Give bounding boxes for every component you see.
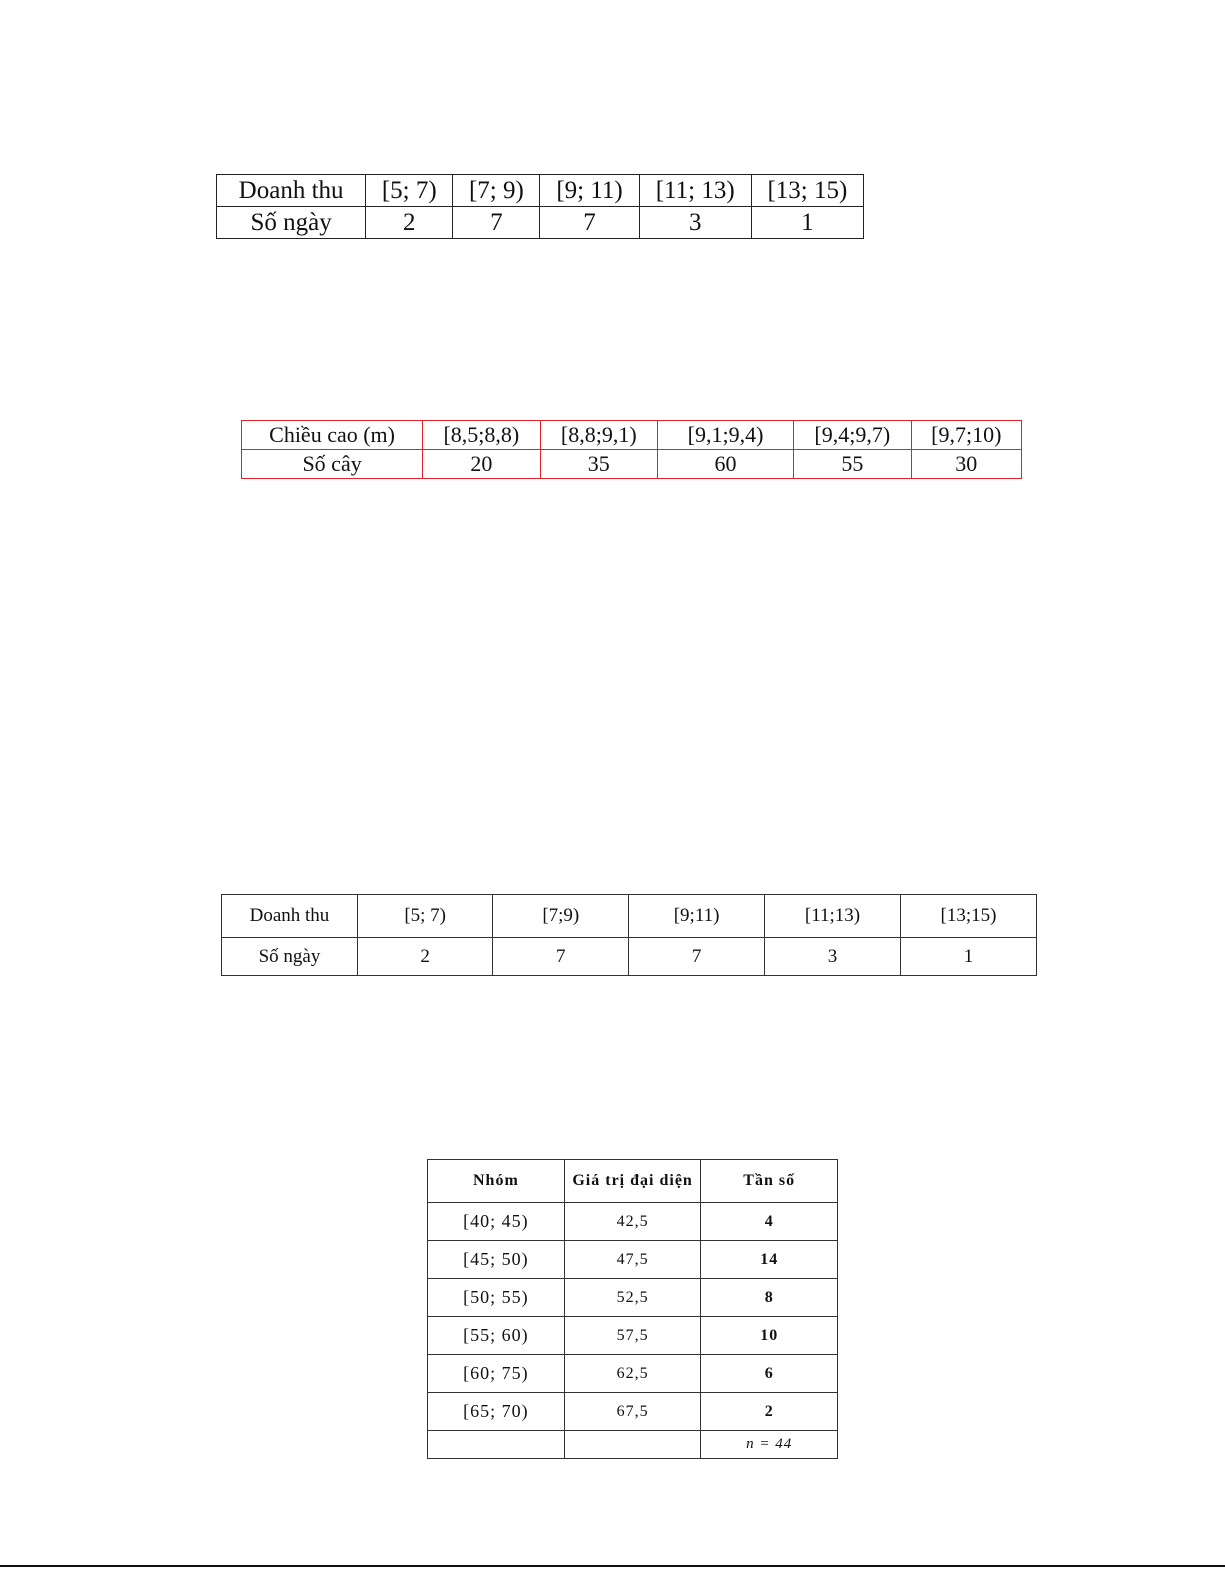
group-cell: [65; 70) xyxy=(428,1393,565,1431)
table-row xyxy=(428,1431,838,1459)
header-cell: [9; 11) xyxy=(540,175,639,207)
header-cell: Nhóm xyxy=(428,1160,565,1203)
group-cell: [50; 55) xyxy=(428,1279,565,1317)
value-cell: 2 xyxy=(366,207,453,239)
header-cell: [9;11) xyxy=(629,895,765,938)
header-cell: Giá trị đại diện xyxy=(564,1160,701,1203)
header-cell: Doanh thu xyxy=(222,895,358,938)
value-cell: 2 xyxy=(357,938,493,976)
header-cell: [8,5;8,8) xyxy=(423,421,540,450)
header-cell: [11;13) xyxy=(765,895,901,938)
header-cell: Tần số xyxy=(701,1160,838,1203)
frequency-cell: 8 xyxy=(701,1279,838,1317)
value-cell: 47,5 xyxy=(564,1241,701,1279)
grouped-frequency-table xyxy=(427,1159,838,1459)
table-row xyxy=(217,207,864,239)
table-row xyxy=(242,450,1022,479)
value-cell: 1 xyxy=(900,938,1036,976)
value-cell: 7 xyxy=(629,938,765,976)
table-row xyxy=(217,175,864,207)
value-cell: 35 xyxy=(540,450,657,479)
value-cell: 7 xyxy=(540,207,639,239)
group-cell: [55; 60) xyxy=(428,1317,565,1355)
value-cell: 60 xyxy=(657,450,793,479)
table-row xyxy=(428,1241,838,1279)
row-label: Số ngày xyxy=(217,207,366,239)
value-cell: 30 xyxy=(911,450,1021,479)
value-cell: 3 xyxy=(765,938,901,976)
header-cell: [9,7;10) xyxy=(911,421,1021,450)
row-label: Số cây xyxy=(242,450,423,479)
value-cell: 57,5 xyxy=(564,1317,701,1355)
empty-cell xyxy=(428,1431,565,1459)
value-cell: 7 xyxy=(493,938,629,976)
header-cell: [13;15) xyxy=(900,895,1036,938)
group-cell: [60; 75) xyxy=(428,1355,565,1393)
frequency-cell: 14 xyxy=(701,1241,838,1279)
row-label: Số ngày xyxy=(222,938,358,976)
frequency-cell: 6 xyxy=(701,1355,838,1393)
table-row xyxy=(428,1393,838,1431)
table-row xyxy=(428,1317,838,1355)
header-cell: Chiều cao (m) xyxy=(242,421,423,450)
group-cell: [40; 45) xyxy=(428,1203,565,1241)
value-cell: 7 xyxy=(453,207,540,239)
value-cell: 52,5 xyxy=(564,1279,701,1317)
header-cell: [5; 7) xyxy=(357,895,493,938)
table-row xyxy=(428,1279,838,1317)
tree-height-table xyxy=(241,420,1022,479)
value-cell: 67,5 xyxy=(564,1393,701,1431)
table-row xyxy=(428,1203,838,1241)
value-cell: 20 xyxy=(423,450,540,479)
frequency-cell: 2 xyxy=(701,1393,838,1431)
header-cell: [7; 9) xyxy=(453,175,540,207)
table-row xyxy=(242,421,1022,450)
table-row xyxy=(428,1355,838,1393)
value-cell: 55 xyxy=(794,450,911,479)
table-row xyxy=(222,895,1037,938)
value-cell: 42,5 xyxy=(564,1203,701,1241)
value-cell: 3 xyxy=(639,207,751,239)
header-cell: [9,1;9,4) xyxy=(657,421,793,450)
revenue-table-1 xyxy=(216,174,864,239)
empty-cell xyxy=(564,1431,701,1459)
header-cell: [11; 13) xyxy=(639,175,751,207)
header-cell: [7;9) xyxy=(493,895,629,938)
header-cell: Doanh thu xyxy=(217,175,366,207)
page-bottom-rule xyxy=(0,1565,1225,1567)
table-row xyxy=(428,1160,838,1203)
value-cell: 62,5 xyxy=(564,1355,701,1393)
header-cell: [8,8;9,1) xyxy=(540,421,657,450)
frequency-cell: 4 xyxy=(701,1203,838,1241)
revenue-table-2 xyxy=(221,894,1037,976)
header-cell: [13; 15) xyxy=(751,175,863,207)
total-cell: n = 44 xyxy=(701,1431,838,1459)
frequency-cell: 10 xyxy=(701,1317,838,1355)
value-cell: 1 xyxy=(751,207,863,239)
group-cell: [45; 50) xyxy=(428,1241,565,1279)
header-cell: [9,4;9,7) xyxy=(794,421,911,450)
header-cell: [5; 7) xyxy=(366,175,453,207)
table-row xyxy=(222,938,1037,976)
